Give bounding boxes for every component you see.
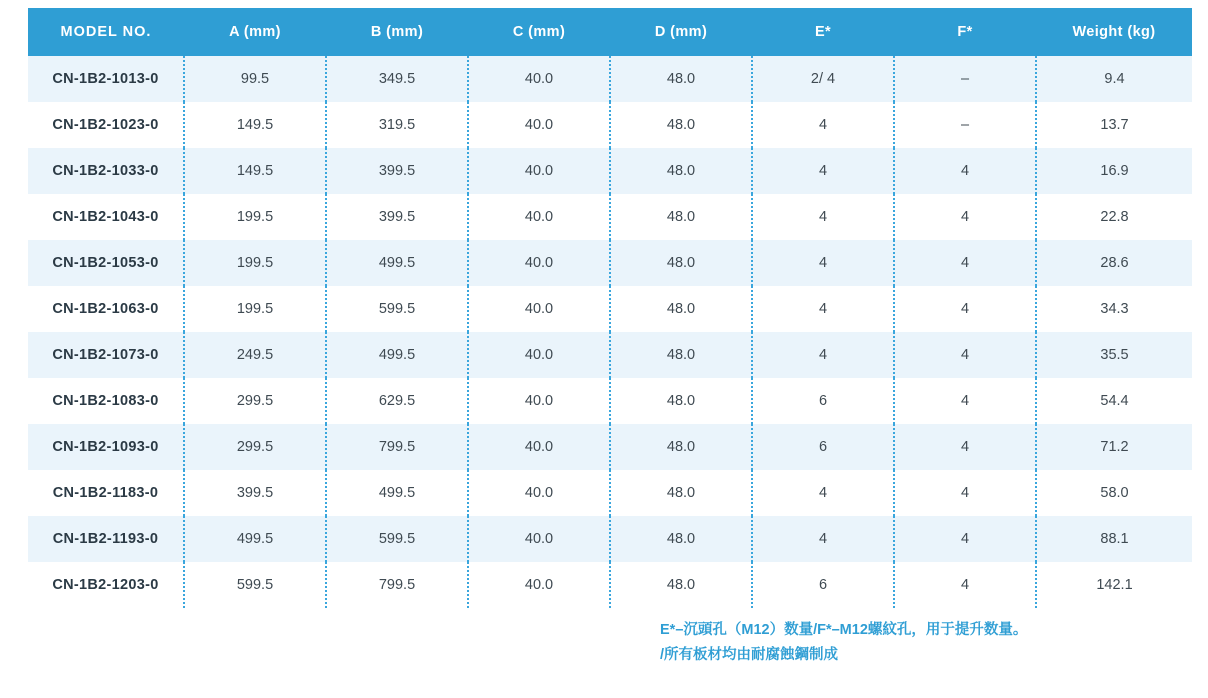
cell-a: 299.5 xyxy=(184,378,326,424)
cell-c: 40.0 xyxy=(468,240,610,286)
table-row xyxy=(28,102,1192,148)
column-header-model-no: MODEL NO. xyxy=(28,8,184,56)
column-header-e: E* xyxy=(752,8,894,56)
table-header-row xyxy=(28,8,1192,56)
cell-f: 4 xyxy=(894,194,1036,240)
cell-e: 4 xyxy=(752,332,894,378)
cell-c: 40.0 xyxy=(468,286,610,332)
cell-b: 599.5 xyxy=(326,286,468,332)
cell-c: 40.0 xyxy=(468,562,610,608)
table-row xyxy=(28,424,1192,470)
model-specification-table xyxy=(28,8,1192,608)
cell-model: CN-1B2-1193-0 xyxy=(28,516,184,562)
cell-d: 48.0 xyxy=(610,56,752,102)
cell-b: 319.5 xyxy=(326,102,468,148)
cell-b: 799.5 xyxy=(326,562,468,608)
table-row xyxy=(28,148,1192,194)
cell-c: 40.0 xyxy=(468,332,610,378)
cell-c: 40.0 xyxy=(468,56,610,102)
cell-a: 499.5 xyxy=(184,516,326,562)
cell-weight: 9.4 xyxy=(1036,56,1192,102)
cell-b: 349.5 xyxy=(326,56,468,102)
cell-b: 399.5 xyxy=(326,148,468,194)
cell-c: 40.0 xyxy=(468,102,610,148)
table-row xyxy=(28,286,1192,332)
cell-c: 40.0 xyxy=(468,424,610,470)
cell-a: 99.5 xyxy=(184,56,326,102)
cell-weight: 28.6 xyxy=(1036,240,1192,286)
cell-c: 40.0 xyxy=(468,470,610,516)
cell-weight: 71.2 xyxy=(1036,424,1192,470)
cell-a: 149.5 xyxy=(184,102,326,148)
table-body xyxy=(28,56,1192,608)
cell-f: 4 xyxy=(894,562,1036,608)
cell-weight: 16.9 xyxy=(1036,148,1192,194)
cell-e: 6 xyxy=(752,424,894,470)
cell-d: 48.0 xyxy=(610,562,752,608)
cell-f: – xyxy=(894,56,1036,102)
table-row xyxy=(28,194,1192,240)
cell-f: 4 xyxy=(894,378,1036,424)
cell-weight: 54.4 xyxy=(1036,378,1192,424)
cell-a: 299.5 xyxy=(184,424,326,470)
cell-c: 40.0 xyxy=(468,194,610,240)
cell-b: 399.5 xyxy=(326,194,468,240)
cell-c: 40.0 xyxy=(468,378,610,424)
cell-weight: 13.7 xyxy=(1036,102,1192,148)
cell-d: 48.0 xyxy=(610,286,752,332)
cell-model: CN-1B2-1053-0 xyxy=(28,240,184,286)
cell-f: 4 xyxy=(894,286,1036,332)
table-header xyxy=(28,8,1192,56)
cell-weight: 35.5 xyxy=(1036,332,1192,378)
cell-weight: 22.8 xyxy=(1036,194,1192,240)
table-row xyxy=(28,56,1192,102)
column-header-d: D (mm) xyxy=(610,8,752,56)
table-row xyxy=(28,516,1192,562)
cell-e: 4 xyxy=(752,286,894,332)
cell-e: 4 xyxy=(752,470,894,516)
cell-model: CN-1B2-1073-0 xyxy=(28,332,184,378)
cell-c: 40.0 xyxy=(468,148,610,194)
cell-f: 4 xyxy=(894,424,1036,470)
cell-f: 4 xyxy=(894,516,1036,562)
footnote-line-2: /所有板材均由耐腐蝕鋼制成 xyxy=(660,647,839,664)
cell-a: 599.5 xyxy=(184,562,326,608)
cell-model: CN-1B2-1023-0 xyxy=(28,102,184,148)
cell-b: 799.5 xyxy=(326,424,468,470)
cell-f: – xyxy=(894,102,1036,148)
cell-d: 48.0 xyxy=(610,332,752,378)
cell-b: 599.5 xyxy=(326,516,468,562)
cell-e: 4 xyxy=(752,240,894,286)
cell-e: 6 xyxy=(752,378,894,424)
cell-model: CN-1B2-1063-0 xyxy=(28,286,184,332)
cell-c: 40.0 xyxy=(468,516,610,562)
column-header-weight: Weight (kg) xyxy=(1036,8,1192,56)
cell-d: 48.0 xyxy=(610,378,752,424)
cell-a: 199.5 xyxy=(184,194,326,240)
cell-b: 499.5 xyxy=(326,470,468,516)
cell-a: 199.5 xyxy=(184,286,326,332)
cell-d: 48.0 xyxy=(610,148,752,194)
cell-d: 48.0 xyxy=(610,240,752,286)
cell-weight: 142.1 xyxy=(1036,562,1192,608)
footnote-line-1: E*–沉頭孔（M12）数量/F*–M12螺紋孔，用于提升数量。 xyxy=(660,622,1028,638)
table-row xyxy=(28,332,1192,378)
cell-weight: 34.3 xyxy=(1036,286,1192,332)
cell-model: CN-1B2-1033-0 xyxy=(28,148,184,194)
cell-a: 199.5 xyxy=(184,240,326,286)
cell-a: 149.5 xyxy=(184,148,326,194)
table-row xyxy=(28,562,1192,608)
column-header-f: F* xyxy=(894,8,1036,56)
cell-d: 48.0 xyxy=(610,424,752,470)
cell-model: CN-1B2-1203-0 xyxy=(28,562,184,608)
column-header-c: C (mm) xyxy=(468,8,610,56)
table-row xyxy=(28,240,1192,286)
cell-weight: 58.0 xyxy=(1036,470,1192,516)
cell-f: 4 xyxy=(894,148,1036,194)
cell-a: 249.5 xyxy=(184,332,326,378)
cell-e: 6 xyxy=(752,562,894,608)
cell-f: 4 xyxy=(894,332,1036,378)
cell-model: CN-1B2-1043-0 xyxy=(28,194,184,240)
table-row xyxy=(28,470,1192,516)
cell-model: CN-1B2-1183-0 xyxy=(28,470,184,516)
column-header-a: A (mm) xyxy=(184,8,326,56)
cell-e: 2/ 4 xyxy=(752,56,894,102)
cell-b: 499.5 xyxy=(326,332,468,378)
cell-a: 399.5 xyxy=(184,470,326,516)
cell-f: 4 xyxy=(894,240,1036,286)
cell-d: 48.0 xyxy=(610,470,752,516)
cell-d: 48.0 xyxy=(610,194,752,240)
cell-model: CN-1B2-1093-0 xyxy=(28,424,184,470)
cell-e: 4 xyxy=(752,516,894,562)
column-header-b: B (mm) xyxy=(326,8,468,56)
cell-model: CN-1B2-1013-0 xyxy=(28,56,184,102)
cell-d: 48.0 xyxy=(610,516,752,562)
cell-b: 499.5 xyxy=(326,240,468,286)
table-row xyxy=(28,378,1192,424)
cell-model: CN-1B2-1083-0 xyxy=(28,378,184,424)
cell-e: 4 xyxy=(752,194,894,240)
cell-b: 629.5 xyxy=(326,378,468,424)
footnote-block xyxy=(660,618,1190,669)
cell-e: 4 xyxy=(752,148,894,194)
cell-d: 48.0 xyxy=(610,102,752,148)
cell-e: 4 xyxy=(752,102,894,148)
cell-weight: 88.1 xyxy=(1036,516,1192,562)
cell-f: 4 xyxy=(894,470,1036,516)
